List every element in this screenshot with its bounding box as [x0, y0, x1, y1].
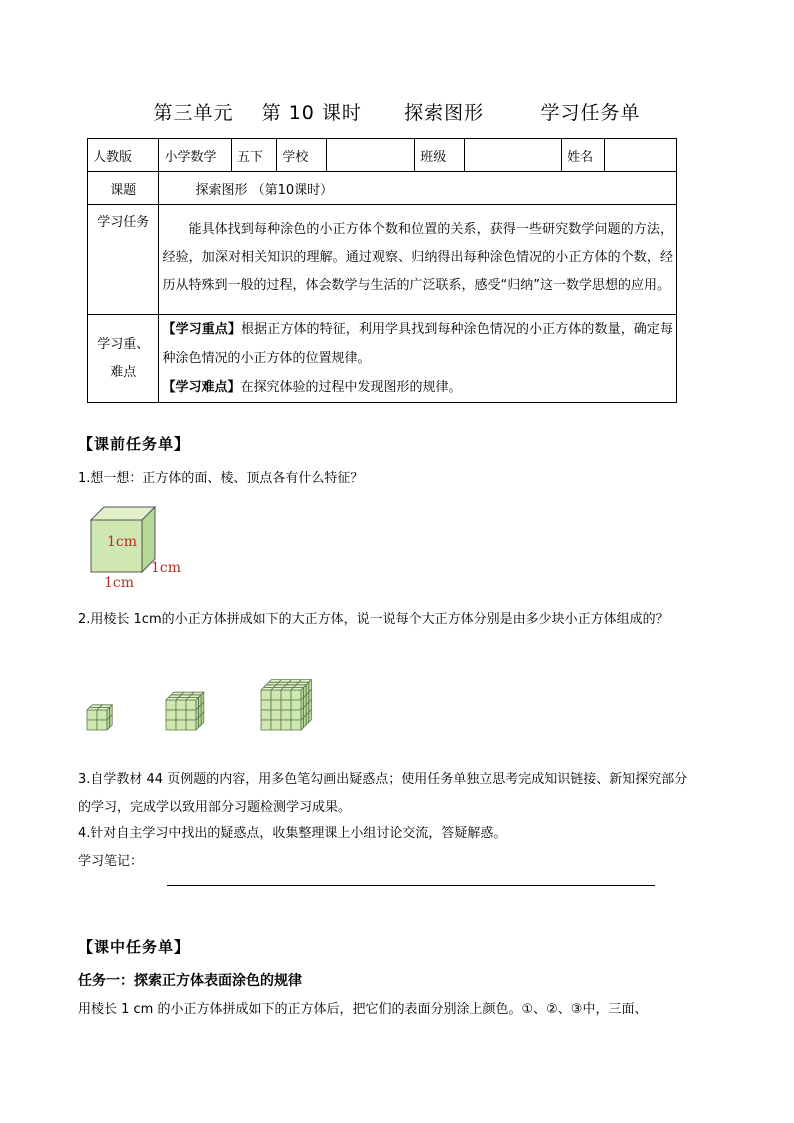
topic-value: 探索图形 （第10课时） [159, 172, 677, 205]
task1-text: 用棱长 1 cm 的小正方体拼成如下的正方体后，把它们的表面分别涂上颜色。①、②、③中，三面、 [78, 1002, 648, 1017]
info-table [87, 138, 677, 403]
key-label: 学习重、难点 [88, 315, 159, 403]
cube-front-label: 1cm [107, 534, 138, 550]
key-point-tag: 【学习重点】 [162, 322, 242, 337]
task-label: 学习任务 [88, 205, 159, 315]
question-3: 3.自学教材 44 页例题的内容，用多色笔勾画出疑惑点；使用任务单独立思考完成知识链接、新知探究部分的学习，完成学以致用部分习题检测学习成果。 [78, 772, 688, 815]
topic-label: 课题 [88, 172, 159, 205]
cube-4-front-cell [261, 720, 271, 730]
cube-4-front-cell [281, 690, 291, 700]
in-class-header: 【课中任务单】 [78, 938, 191, 956]
cube-4-front-cell [291, 710, 301, 720]
difficulty-tag: 【学习难点】 [162, 380, 241, 395]
cube-4-side-cell [309, 710, 312, 723]
cube-4-front-cell [271, 720, 281, 730]
difficulty-point [162, 373, 673, 402]
school-value[interactable] [326, 139, 415, 172]
task1-title: 任务一：探索正方体表面涂色的规律 [78, 973, 302, 989]
big-cubes-diagram [80, 668, 360, 738]
cube-4-front-cell [281, 710, 291, 720]
subject-cell: 小学数学 [159, 139, 231, 172]
cube-4-front-cell [291, 720, 301, 730]
question-4: 4.针对自主学习中找出的疑惑点，收集整理课上小组讨论交流，答疑解惑。 [78, 826, 507, 841]
task-text: 能具体找到每种涂色的小正方体个数和位置的关系，获得一些研究数学问题的方法，经验，加深对相关知识的理解。通过观察、归纳得出每种涂色情况的小正方体的个数，经历从特殊到一般的过程，体会数学与生活的广泛联系，感受“归纳”这一数学思想的应用。 [162, 221, 673, 293]
cube-4-front-cell [271, 710, 281, 720]
cube-3-side-cell [201, 712, 204, 725]
cube-3-front-cell [166, 700, 176, 710]
notes-line[interactable] [167, 885, 655, 886]
cube-3-front-cell [186, 720, 196, 730]
cube-2-front-cell [97, 720, 107, 730]
key-point-text: 根据正方体的特征，利用学具找到每种涂色情况的小正方体的数量，确定每种涂色情况的小正方体的位置规律。 [162, 322, 673, 366]
cube-3-front-cell [176, 710, 186, 720]
cube-2-front-cell [87, 710, 97, 720]
cube-3-front-cell [176, 720, 186, 730]
publisher-cell: 人教版 [88, 139, 159, 172]
class-label: 班级 [415, 139, 464, 172]
cube-2-front-cell [87, 720, 97, 730]
cube-4-front-cell [271, 700, 281, 710]
cube-3-front-cell [186, 710, 196, 720]
question-2: 2.用棱长 1cm的小正方体拼成如下的大正方体，说一说每个大正方体分别是由多少块小正方体组成的？ [78, 612, 669, 627]
question-1: 1.想一想：正方体的面、棱、顶点各有什么特征？ [78, 471, 364, 486]
cube-side-label: 1cm [151, 560, 182, 576]
school-label: 学校 [277, 139, 326, 172]
notes-label: 学习笔记： [78, 854, 144, 869]
cube-4-front-cell [281, 720, 291, 730]
class-value[interactable] [464, 139, 562, 172]
cube-4-front-cell [291, 700, 301, 710]
name-value[interactable] [605, 139, 677, 172]
page-title: 第三单元 第 10 课时 探索图形 学习任务单 [153, 102, 641, 124]
cube-4-front-cell [261, 700, 271, 710]
cube-4-front-cell [281, 700, 291, 710]
cube-4-front-cell [291, 690, 301, 700]
cube-2-front-cell [97, 710, 107, 720]
cube-3-front-cell [176, 700, 186, 710]
cube-4-front-cell [271, 690, 281, 700]
cube-3-front-cell [166, 710, 176, 720]
cube-4-front-cell [261, 690, 271, 700]
cube-2-side-cell [110, 715, 113, 728]
cube-3-front-cell [166, 720, 176, 730]
name-label: 姓名 [562, 139, 605, 172]
pre-class-header: 【课前任务单】 [78, 435, 191, 453]
difficulty-text: 在探究体验的过程中发现图形的规律。 [240, 380, 462, 395]
grade-cell: 五下 [231, 139, 276, 172]
cube-4-front-cell [261, 710, 271, 720]
cube-3-front-cell [186, 700, 196, 710]
key-point [162, 315, 673, 373]
cube-bottom-label: 1cm [104, 575, 135, 591]
